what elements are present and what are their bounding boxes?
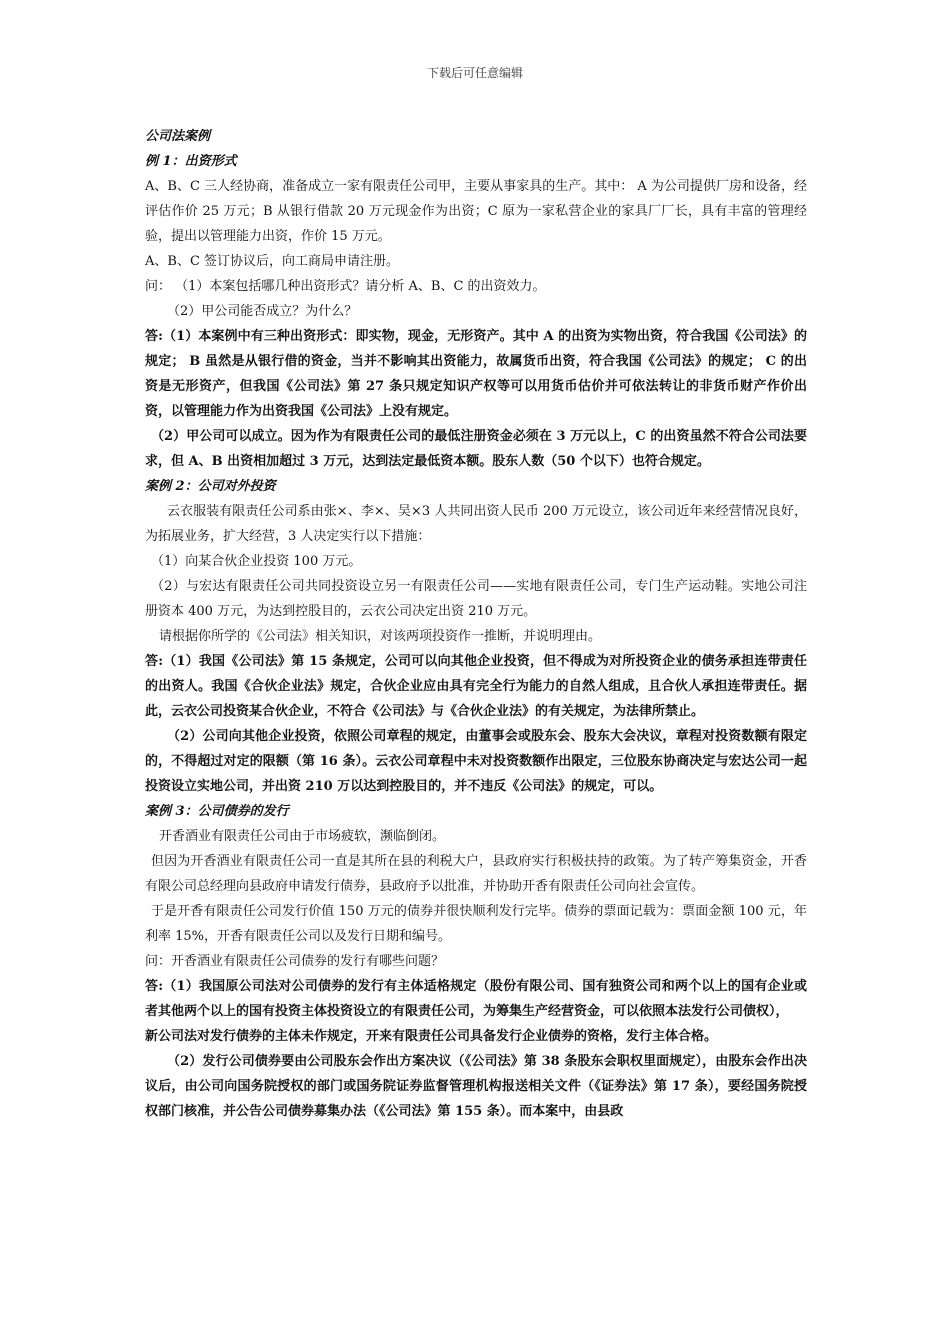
document-title: 公司法案例 bbox=[145, 129, 211, 144]
paragraph: 答:（1）我国原公司法对公司债券的发行有主体适格规定（股份有限公司、国有独资公司和两个以上的国有企业或者其他两个以上的国有投资主体投资设立的有限责任公司，为筹集生产经营资金，可以依照本法发行公司债权）， bbox=[145, 979, 807, 1019]
paragraph: 答:（1）我国《公司法》第 15 条规定，公司可以向其他企业投资，但不得成为对所投资企业的债务承担连带责任的出资人。我国《合伙企业法》规定，合伙企业应由具有完全行为能力的自然人组成，且合伙人承担连带责任。据此，云衣公司投资某合伙企业，不符合《公司法》与《合伙企业法》的有关规定，为法律所禁止。 bbox=[145, 654, 807, 719]
paragraph: 新公司法对发行债券的主体未作规定，开来有限责任公司具备发行企业债券的资格，发行主体合格。 bbox=[145, 1029, 718, 1044]
paragraph: A、B、C 签订协议后，向工商局申请注册。 bbox=[145, 254, 400, 269]
paragraph: 云衣服装有限责任公司系由张×、李×、吴×3 人共同出资人民币 200 万元设立，该公司近年来经营情况良好，为拓展业务，扩大经营，3 人决定实行以下措施： bbox=[145, 504, 807, 544]
paragraph: 于是开香有限责任公司发行价值 150 万元的债券并很快顺利发行完毕。债券的票面记载为：票面金额 100 元，年利率 15%，开香有限责任公司以及发行日期和编号。 bbox=[145, 904, 807, 944]
paragraph: （1）向某合伙企业投资 100 万元。 bbox=[151, 554, 362, 569]
paragraph: （2）甲公司能否成立？为什么？ bbox=[167, 304, 358, 319]
paragraph: （2）甲公司可以成立。因为作为有限责任公司的最低注册资金必须在 3 万元以上，C 的出资虽然不符合公司法要求，但 A、B 出资相加超过 3 万元，达到法定最低资本额。股东人数（50 个以下）也符合规定。 bbox=[145, 429, 807, 469]
paragraph: 问： （1）本案包括哪几种出资形式？请分析 A、B、C 的出资效力。 bbox=[145, 279, 546, 294]
paragraph-list bbox=[145, 149, 807, 1124]
paragraph: （2）发行公司债券要由公司股东会作出方案决议（《公司法》第 38 条股东会职权里面规定），由股东会作出决议后，由公司向国务院授权的部门或国务院证券监督管理机构报送相关文件（《证券法》第 17 条），要经国务院授权部门核准，并公告公司债券募集办法（《公司法》第 155 条）。而本案中，由县政 bbox=[145, 1054, 807, 1119]
section-heading: 案例 2：公司对外投资 bbox=[145, 479, 276, 494]
paragraph: （2）公司向其他企业投资，依照公司章程的规定，由董事会或股东会、股东大会决议，章程对投资数额有限定的，不得超过对定的限额（第 16 条）。云衣公司章程中未对投资数额作出限定，三位股东协商决定与宏达公司一起投资设立实地公司，并出资 210 万以达到控股目的，并不违反《公司法》的规定，可以。 bbox=[145, 729, 807, 794]
paragraph: （2）与宏达有限责任公司共同投资设立另一有限责任公司——实地有限责任公司，专门生产运动鞋。实地公司注册资本 400 万元，为达到控股目的，云衣公司决定出资 210 万元。 bbox=[145, 579, 807, 619]
paragraph: 但因为开香酒业有限责任公司一直是其所在县的利税大户，县政府实行积极扶持的政策。为了转产筹集资金，开香有限公司总经理向县政府申请发行债券，县政府予以批准，并协助开香有限责任公司向社会宣传。 bbox=[145, 854, 807, 894]
section-heading: 案例 3：公司债券的发行 bbox=[145, 804, 289, 819]
section-heading: 例 1：出资形式 bbox=[145, 154, 237, 169]
paragraph: A、B、C 三人经协商，准备成立一家有限责任公司甲，主要从事家具的生产。其中： A 为公司提供厂房和设备，经评估作价 25 万元；B 从银行借款 20 万元现金作为出资；C 原为一家私营企业的家具厂厂长，具有丰富的管理经验，提出以管理能力出资，作价 15 万元。 bbox=[145, 179, 807, 244]
paragraph: 答:（1）本案例中有三种出资形式：即实物，现金，无形资产。其中 A 的出资为实物出资，符合我国《公司法》的规定； B 虽然是从银行借的资金，当并不影响其出资能力，故属货币出资，符合我国《公司法》的规定； C 的出资是无形资产，但我国《公司法》第 27 条只规定知识产权等可以用货币估价并可依法转让的非货币财产作价出资，以管理能力作为出资我国《公司法》上没有规定。 bbox=[145, 329, 807, 419]
paragraph: 请根据你所学的《公司法》相关知识，对该两项投资作一推断，并说明理由。 bbox=[159, 629, 602, 644]
paragraph: 开香酒业有限责任公司由于市场疲软，濒临倒闭。 bbox=[159, 829, 446, 844]
paragraph: 问：开香酒业有限责任公司债券的发行有哪些问题？ bbox=[145, 954, 445, 969]
document-body bbox=[145, 124, 807, 1124]
page-header: 下载后可任意编辑 bbox=[426, 66, 523, 80]
